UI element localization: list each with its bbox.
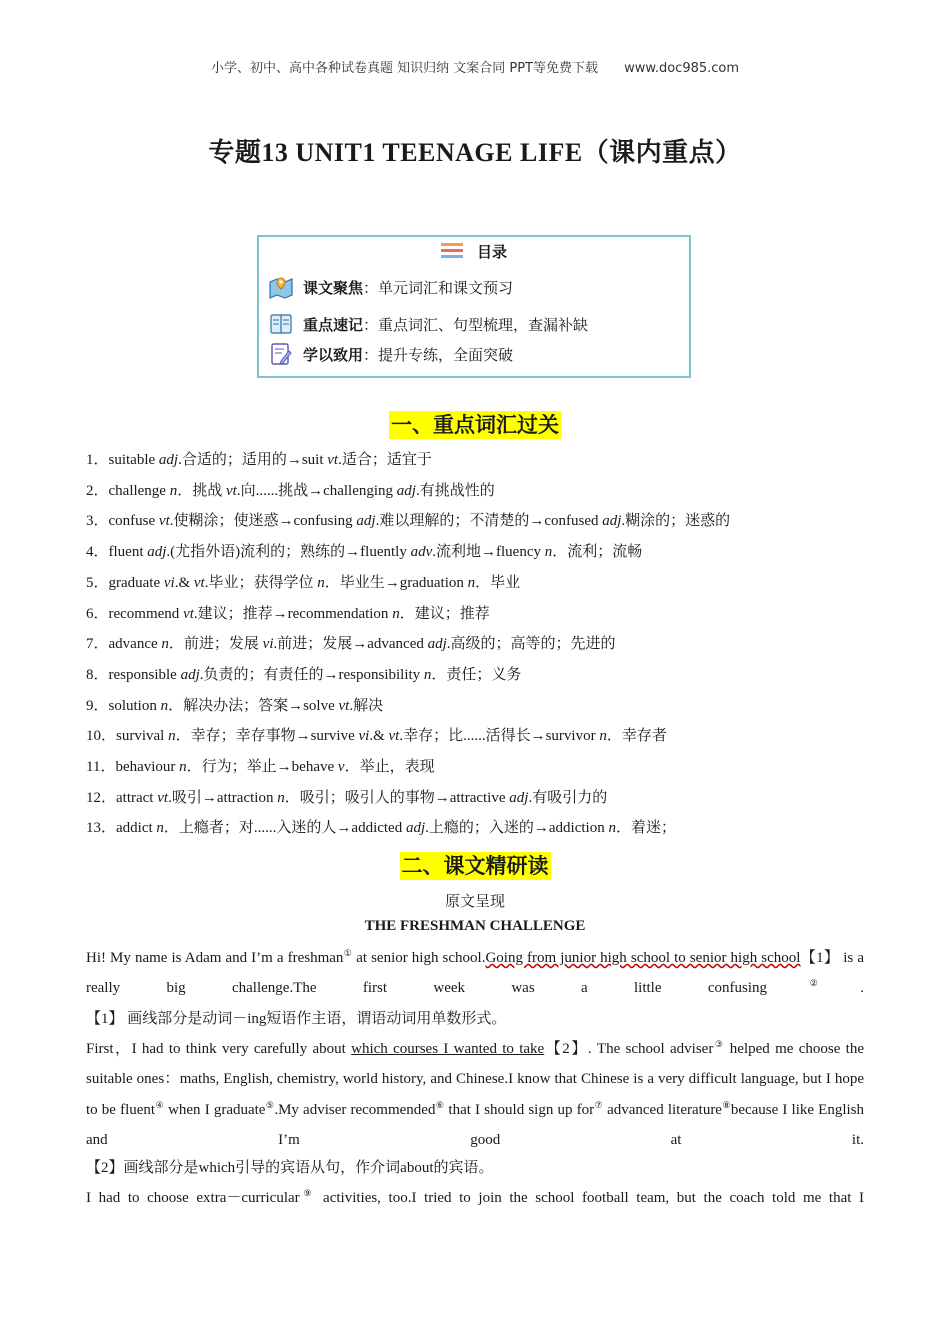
toc-item-focus[interactable]: 课文聚焦 ：单元词汇和课文预习 <box>269 275 513 299</box>
section-heading-reading: 二、课文精研读 <box>401 854 549 878</box>
paragraph-3: I had to choose extra－curricular⑨ activities, too.I tried to join the school football team, but the coach told me that I <box>86 1188 864 1206</box>
header-url[interactable]: www.doc985.com <box>624 61 740 76</box>
header-text: 小学、初中、高中各种试卷真题 知识归纳 文案合同 PPT等免费下载 <box>210 61 598 76</box>
table-of-contents <box>257 235 691 378</box>
vocab-item: 7．advance n．前进；发展 vi.前进；发展→advanced adj.高级的；高等的；先进的 <box>86 636 616 653</box>
list-icon <box>441 243 463 263</box>
toc-item-practice[interactable]: 学以致用 ：提升专练，全面突破 <box>269 342 513 366</box>
page-title: 专题13 UNIT1 TEENAGE LIFE（课内重点） <box>208 138 742 167</box>
paragraph-1: Hi! My name is Adam and I’m a freshman① at senior high school.Going from junior high school to senior high school【1】 is a really big challenge.The first week was a little confusing②. <box>86 948 864 997</box>
vocab-item: 9．solution n．解决办法；答案→solve vt.解决 <box>86 697 384 714</box>
edit-note-icon <box>269 342 293 366</box>
toc-heading: 目录 <box>259 241 689 263</box>
map-pin-icon <box>269 275 293 299</box>
toc-item-notes[interactable]: 重点速记 ：重点词汇、句型梳理，查漏补缺 <box>269 312 588 336</box>
vocab-item: 4．fluent adj.(尤指外语)流利的；熟练的→fluently adv.流利地→fluency n．流利；流畅 <box>86 544 643 561</box>
section-heading-vocab: 一、重点词汇过关 <box>391 413 559 437</box>
book-icon <box>269 312 293 336</box>
vocab-item: 2．challenge n．挑战 vt.向......挑战→challenging adj.有挑战性的 <box>86 482 495 499</box>
vocab-item: 11．behaviour n．行为；举止→behave v．举止，表现 <box>86 759 435 776</box>
vocab-item: 1．suitable adj.合适的；适用的→suit vt.适合；适宜于 <box>86 452 432 468</box>
note-1: 【1】 画线部分是动词－ing短语作主语，谓语动词用单数形式。 <box>86 1011 507 1027</box>
vocab-list <box>86 445 876 844</box>
passage-title: THE FRESHMAN CHALLENGE <box>364 918 586 934</box>
vocab-item: 3．confuse vt.使糊涂；使迷惑→confusing adj.难以理解的；不清楚的→confused adj.糊涂的；迷惑的 <box>86 513 731 530</box>
vocab-item: 13．addict n．上瘾者；对......入迷的人→addicted adj.上瘾的；入迷的→addiction n．着迷； <box>86 820 676 837</box>
vocab-item: 10．survival n．幸存；幸存事物→survive vi.& vt.幸存；比......活得长→survivor n．幸存者 <box>86 728 667 745</box>
original-label: 原文呈现 <box>444 894 505 910</box>
note-2: 【2】画线部分是which引导的宾语从句，作介词about的宾语。 <box>86 1160 494 1176</box>
vocab-item: 5．graduate vi.& vt.毕业；获得学位 n．毕业生→graduation n．毕业 <box>86 574 521 591</box>
vocab-item: 6．recommend vt.建议；推荐→recommendation n．建议；推荐 <box>86 605 490 622</box>
vocab-item: 8．responsible adj.负责的；有责任的→responsibility n．责任；义务 <box>86 666 522 683</box>
vocab-item: 12．attract vt.吸引→attraction n．吸引；吸引人的事物→attractive adj.有吸引力的 <box>86 789 608 806</box>
paragraph-2: First，I had to think very carefully about which courses I wanted to take【2】. The school adviser③ helped me choose the suitable ones：maths, English, chemistry, world history, and Chinese.I know that Chinese is a very difficult language, but I hope to be fluent④ when I graduate⑤.My adviser recommended⑥ that I should sign up for⑦ advanced literature⑧because I like English and I’m good at it. <box>86 1039 865 1149</box>
site-header <box>0 57 950 76</box>
